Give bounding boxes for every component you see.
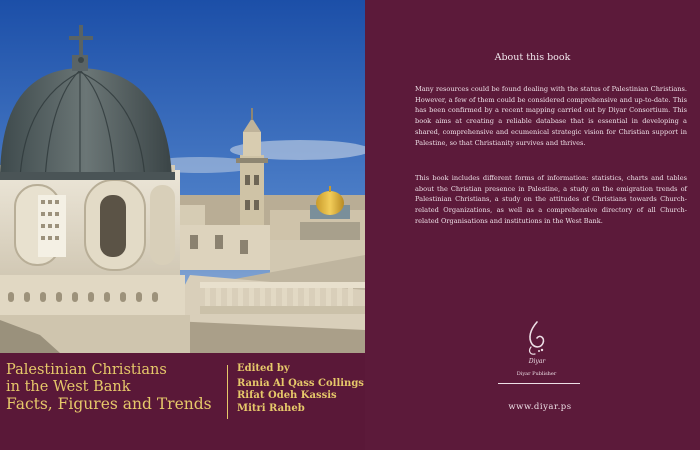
- about-paragraph: This book includes different forms of information: statistics, charts and tables about the Christian presence in Palestine, a study on the emigration trends of Palestinian Christians, a study on the attitudes of Christians towards Church-related Organizations, as well as a comprehensive directory of all Church-related Organisations and institutions in the West Bank.: [415, 174, 687, 225]
- publisher-divider: [498, 383, 580, 384]
- title-divider: [227, 365, 228, 419]
- editor-name: Rifat Odeh Kassis: [237, 390, 337, 401]
- jerusalem-rooftop-image: [0, 0, 365, 353]
- publisher-name: Diyar Publisher: [516, 371, 557, 377]
- logo-wordmark: Diyar: [528, 358, 546, 365]
- book-title-line-2: in the West Bank: [6, 379, 131, 395]
- front-cover-text: [0, 353, 365, 450]
- book-title-line-1: Palestinian Christians: [6, 362, 167, 378]
- editors-block: [237, 363, 362, 415]
- about-heading: About this book: [494, 52, 571, 63]
- cover-photo: [0, 0, 365, 353]
- book-title-line-3: Facts, Figures and Trends: [6, 395, 212, 413]
- back-cover: [365, 0, 700, 450]
- website-url: www.diyar.ps: [508, 402, 572, 412]
- editor-name: Mitri Raheb: [237, 402, 305, 414]
- diyar-logo-icon: [522, 320, 552, 366]
- edited-by-label: Edited by: [237, 363, 290, 374]
- about-paragraph: Many resources could be found dealing with the status of Palestinian Christians. However, a few of them could be considered comprehensive and up-to-date. This has been confirmed by a recent mapping carried out by Diyar Consortium. This book aims at creating a reliable database that is essential in developing a shared, comprehensive and ecumenical strategic vision for Christian support in Palestine, so that Christianity survives and thrives.: [415, 85, 687, 147]
- book-title: [6, 362, 221, 413]
- editor-name: Rania Al Qass Collings: [237, 377, 364, 389]
